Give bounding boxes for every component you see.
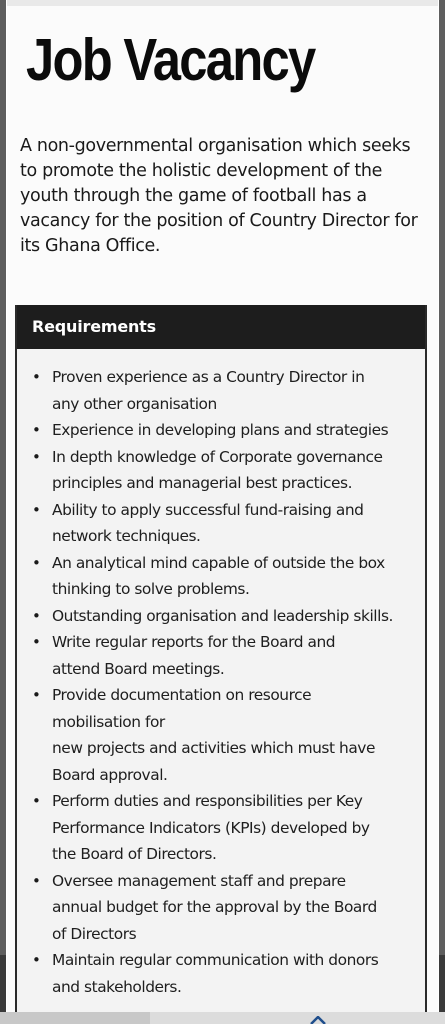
requirement-text: Proven experience as a Country Director in any other organisation	[52, 368, 365, 413]
bullet-icon: •	[32, 951, 41, 969]
requirement-item	[29, 947, 415, 1000]
bullet-icon: •	[32, 606, 41, 625]
bullet-icon: •	[32, 871, 41, 890]
bullet-icon: •	[32, 686, 41, 704]
bottom-bar-left	[0, 1012, 150, 1024]
requirement-item	[29, 868, 415, 948]
requirements-heading: Requirements	[17, 305, 425, 349]
requirements-box	[15, 305, 427, 1024]
requirement-text: Provide documentation on resource mobilisation for new projects and activities which must have Board approval.	[52, 686, 375, 784]
requirement-item	[29, 417, 415, 444]
left-edge-shadow	[0, 955, 6, 1012]
requirement-item	[29, 788, 415, 868]
bullet-icon: •	[32, 553, 41, 572]
requirement-text: Outstanding organisation and leadership skills.	[52, 606, 393, 625]
chevron-up-icon[interactable]	[310, 1016, 326, 1024]
requirement-text: An analytical mind capable of outside the box thinking to solve problems.	[52, 553, 385, 598]
right-edge-shadow	[439, 955, 445, 1012]
requirement-item	[29, 550, 415, 603]
requirement-text: Ability to apply successful fund-raising and network techniques.	[52, 500, 364, 545]
requirement-text: Maintain regular communication with donors and stakeholders.	[52, 951, 379, 996]
requirement-text: Write regular reports for the Board and attend Board meetings.	[52, 633, 336, 678]
requirement-item	[29, 682, 415, 788]
intro-paragraph: A non-governmental organisation which seeks to promote the holistic development of the youth through the game of football has a vacancy for the position of Country Director for its Ghana Office.	[20, 136, 418, 256]
bullet-icon: •	[32, 792, 41, 810]
requirement-text: Perform duties and responsibilities per Key Performance Indicators (KPIs) developed by the Board of Directors.	[52, 792, 370, 863]
requirement-item	[29, 603, 415, 630]
bullet-icon: •	[32, 500, 41, 519]
requirement-text: Experience in developing plans and strategies	[52, 421, 389, 439]
requirement-text: Oversee management staff and prepare annual budget for the approval by the Board of Directors	[52, 871, 377, 943]
requirement-item	[29, 497, 415, 550]
bullet-icon: •	[32, 421, 41, 439]
bullet-icon: •	[32, 447, 41, 466]
requirement-text: In depth knowledge of Corporate governance principles and managerial best practices.	[52, 447, 383, 492]
requirements-list	[17, 349, 425, 1000]
bullet-icon: •	[32, 368, 41, 386]
requirement-item	[29, 444, 415, 497]
requirement-item	[29, 629, 415, 682]
top-strip	[7, 0, 438, 6]
requirement-item	[29, 364, 415, 417]
page-title: Job Vacancy	[26, 27, 315, 93]
bullet-icon: •	[32, 633, 41, 651]
